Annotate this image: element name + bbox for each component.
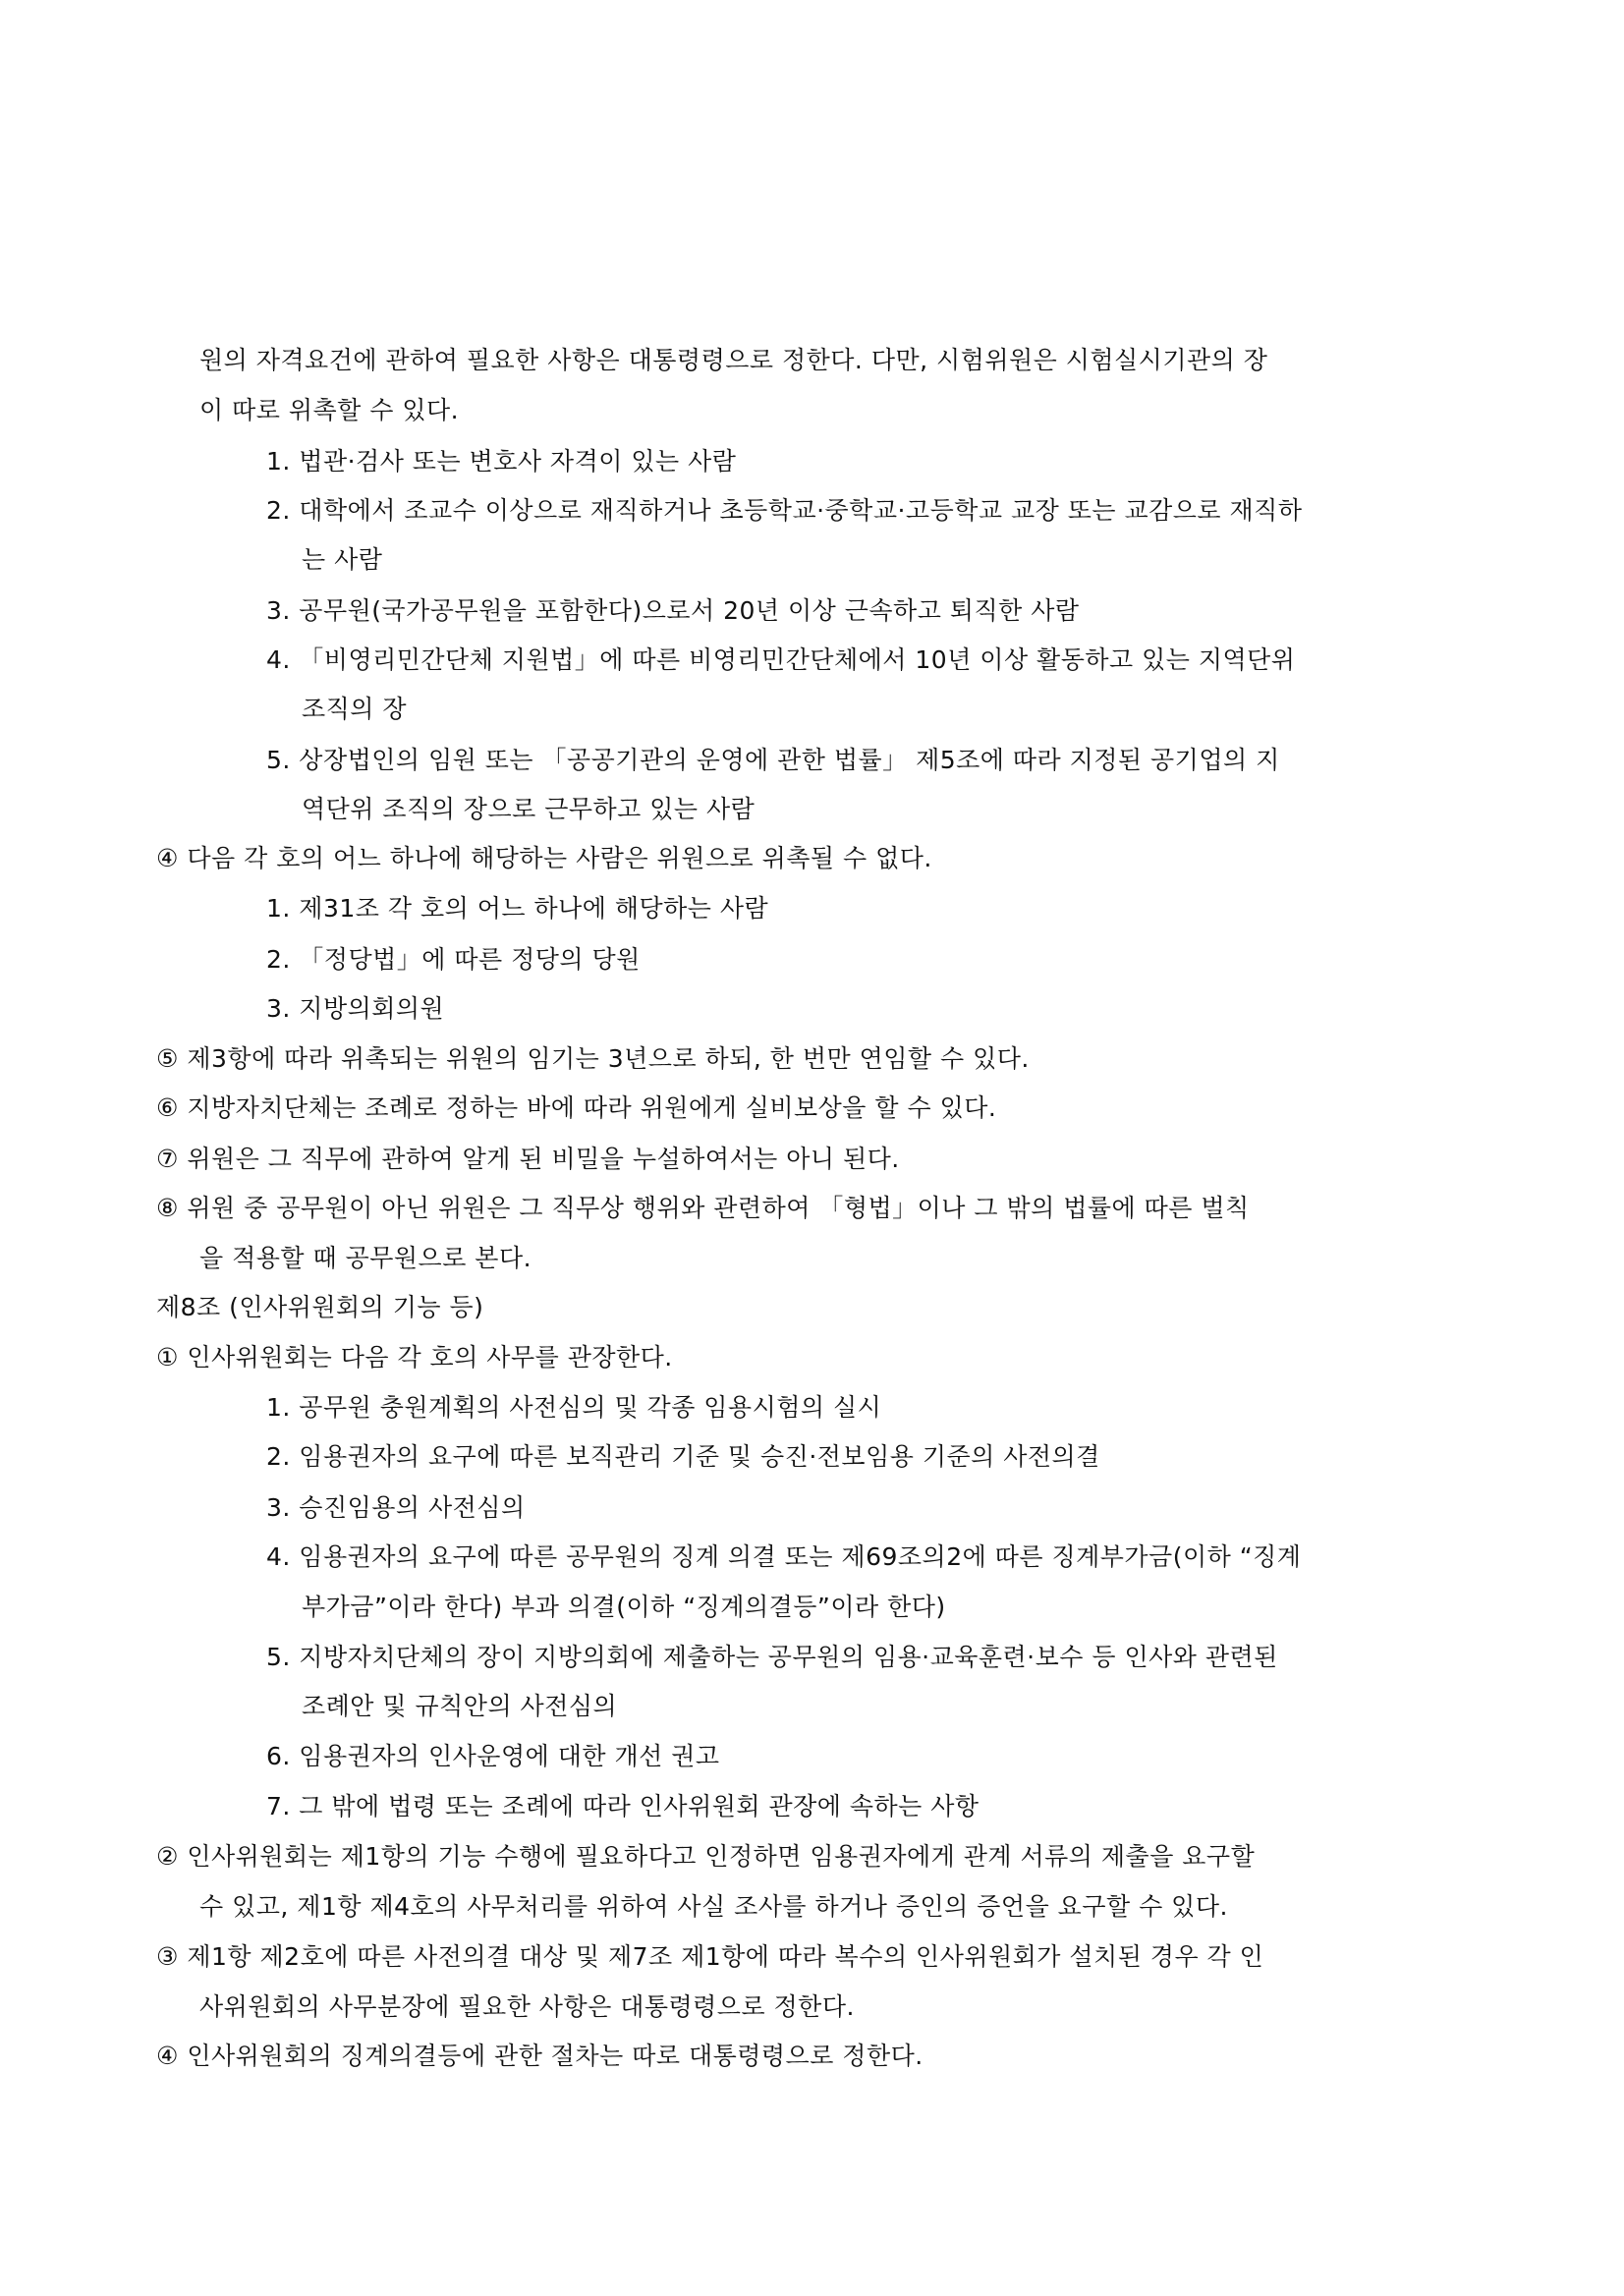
list-item: 1. 법관·검사 또는 변호사 자격이 있는 사람 bbox=[266, 447, 737, 476]
list-item: 7. 그 밖에 법령 또는 조례에 따라 인사위원회 관장에 속하는 사항 bbox=[266, 1792, 980, 1820]
list-item: 3. 지방의회의원 bbox=[266, 994, 445, 1023]
clause: ① 인사위원회는 다음 각 호의 사무를 관장한다. bbox=[156, 1343, 673, 1372]
article-title: 제8조 (인사위원회의 기능 등) bbox=[156, 1293, 484, 1321]
clause-continuation: 수 있고, 제1항 제4호의 사무처리를 위하여 사실 조사를 하거나 증인의 증언을 요구할 수 있다. bbox=[199, 1892, 1228, 1921]
clause: ⑥ 지방자치단체는 조례로 정하는 바에 따라 위원에게 실비보상을 할 수 있다. bbox=[156, 1093, 997, 1122]
list-item-continuation: 부가금”이라 한다) 부과 의결(이하 “징계의결등”이라 한다) bbox=[302, 1593, 946, 1621]
list-item-continuation: 조직의 장 bbox=[302, 695, 408, 723]
list-item: 6. 임용권자의 인사운영에 대한 개선 권고 bbox=[266, 1742, 720, 1770]
clause: ③ 제1항 제2호에 따른 사전의결 대상 및 제7조 제1항에 따라 복수의 인사위원회가 설치된 경우 각 인 bbox=[156, 1942, 1264, 1971]
list-item: 1. 제31조 각 호의 어느 하나에 해당하는 사람 bbox=[266, 894, 769, 923]
list-item: 1. 공무원 충원계획의 사전심의 및 각종 임용시험의 실시 bbox=[266, 1393, 882, 1422]
clause: ④ 다음 각 호의 어느 하나에 해당하는 사람은 위원으로 위촉될 수 없다. bbox=[156, 844, 932, 872]
clause: ⑧ 위원 중 공무원이 아닌 위원은 그 직무상 행위와 관련하여 「형법」이나 그 밖의 법률에 따른 벌칙 bbox=[156, 1194, 1250, 1222]
list-item: 5. 상장법인의 임원 또는 「공공기관의 운영에 관한 법률」 제5조에 따라 지정된 공기업의 지 bbox=[266, 746, 1280, 774]
clause-continuation: 사위원회의 사무분장에 필요한 사항은 대통령령으로 정한다. bbox=[199, 1992, 855, 2021]
list-item: 3. 승진임용의 사전심의 bbox=[266, 1493, 526, 1522]
paragraph-line: 이 따로 위촉할 수 있다. bbox=[199, 396, 460, 424]
list-item: 2. 대학에서 조교수 이상으로 재직하거나 초등학교·중학교·고등학교 교장 또는 교감으로 재직하 bbox=[266, 496, 1303, 525]
clause: ② 인사위원회는 제1항의 기능 수행에 필요하다고 인정하면 임용권자에게 관계 서류의 제출을 요구할 bbox=[156, 1842, 1256, 1871]
clause: ④ 인사위원회의 징계의결등에 관한 절차는 따로 대통령령으로 정한다. bbox=[156, 2042, 924, 2070]
list-item: 3. 공무원(국가공무원을 포함한다)으로서 20년 이상 근속하고 퇴직한 사람 bbox=[266, 596, 1080, 625]
list-item: 4. 임용권자의 요구에 따른 공무원의 징계 의결 또는 제69조의2에 따른 징계부가금(이하 “징계 bbox=[266, 1542, 1302, 1571]
list-item: 5. 지방자치단체의 장이 지방의회에 제출하는 공무원의 임용·교육훈련·보수 등 인사와 관련된 bbox=[266, 1643, 1278, 1671]
list-item-continuation: 는 사람 bbox=[302, 545, 383, 574]
list-item: 2. 임용권자의 요구에 따른 보직관리 기준 및 승진·전보임용 기준의 사전의결 bbox=[266, 1442, 1100, 1471]
paragraph-line: 원의 자격요건에 관하여 필요한 사항은 대통령령으로 정한다. 다만, 시험위원은 시험실시기관의 장 bbox=[199, 346, 1268, 374]
list-item-continuation: 역단위 조직의 장으로 근무하고 있는 사람 bbox=[302, 795, 756, 823]
list-item: 4. 「비영리민간단체 지원법」에 따른 비영리민간단체에서 10년 이상 활동하고 있는 지역단위 bbox=[266, 645, 1296, 674]
clause-continuation: 을 적용할 때 공무원으로 본다. bbox=[199, 1244, 532, 1272]
clause: ⑤ 제3항에 따라 위촉되는 위원의 임기는 3년으로 하되, 한 번만 연임할 수 있다. bbox=[156, 1044, 1030, 1073]
list-item: 2. 「정당법」에 따른 정당의 당원 bbox=[266, 945, 641, 974]
list-item-continuation: 조례안 및 규칙안의 사전심의 bbox=[302, 1692, 618, 1720]
clause: ⑦ 위원은 그 직무에 관하여 알게 된 비밀을 누설하여서는 아니 된다. bbox=[156, 1145, 900, 1173]
